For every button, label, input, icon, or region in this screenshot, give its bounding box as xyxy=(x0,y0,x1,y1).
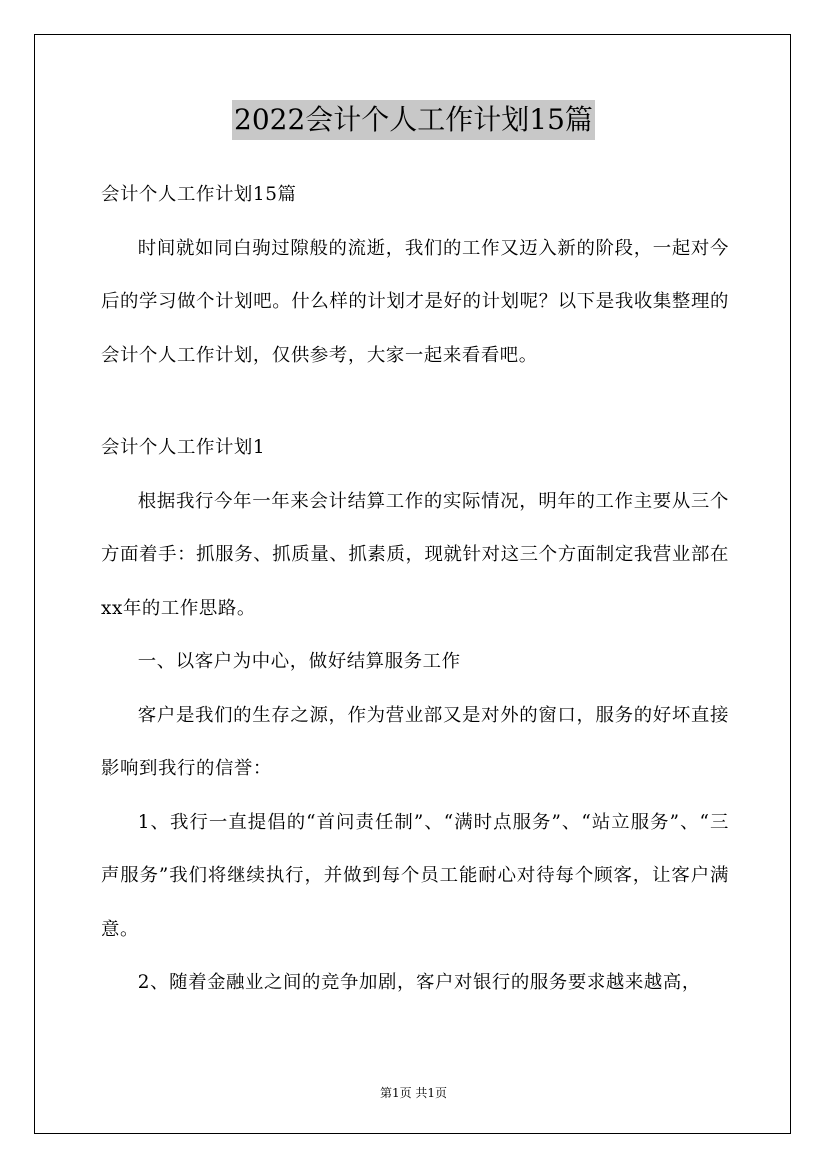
document-title xyxy=(0,100,827,140)
page-footer: 第1页 共1页 xyxy=(379,1086,448,1100)
intro-paragraph: 时间就如同白驹过隙般的流逝，我们的工作又迈入新的阶段，一起对今后的学习做个计划吧。什么样的计划才是好的计划呢？以下是我收集整理的会计个人工作计划，仅供参考，大家一起来看看吧。 xyxy=(101,237,729,366)
body-paragraph: 根据我行今年一年来会计结算工作的实际情况，明年的工作主要从三个方面着手：抓服务、抓质量、抓素质，现就针对这三个方面制定我营业部在xx年的工作思路。 xyxy=(101,490,729,619)
document-body xyxy=(101,168,729,1010)
list-item: 2、随着金融业之间的竞争加剧，客户对银行的服务要求越来越高， xyxy=(137,972,701,993)
document-title-text: 2022会计个人工作计划15篇 xyxy=(232,100,595,140)
list-item: 1、我行一直提倡的“首问责任制”、“满时点服务”、“站立服务”、“三声服务”我们将继续执行，并做到每个员工能耐心对待每个顾客，让客户满意。 xyxy=(101,811,729,940)
subsection-heading: 一、以客户为中心，做好结算服务工作 xyxy=(137,651,461,672)
section-heading: 会计个人工作计划1 xyxy=(101,437,266,458)
subtitle: 会计个人工作计划15篇 xyxy=(101,184,297,205)
body-paragraph: 客户是我们的生存之源，作为营业部又是对外的窗口，服务的好坏直接影响到我行的信誉： xyxy=(101,704,729,779)
